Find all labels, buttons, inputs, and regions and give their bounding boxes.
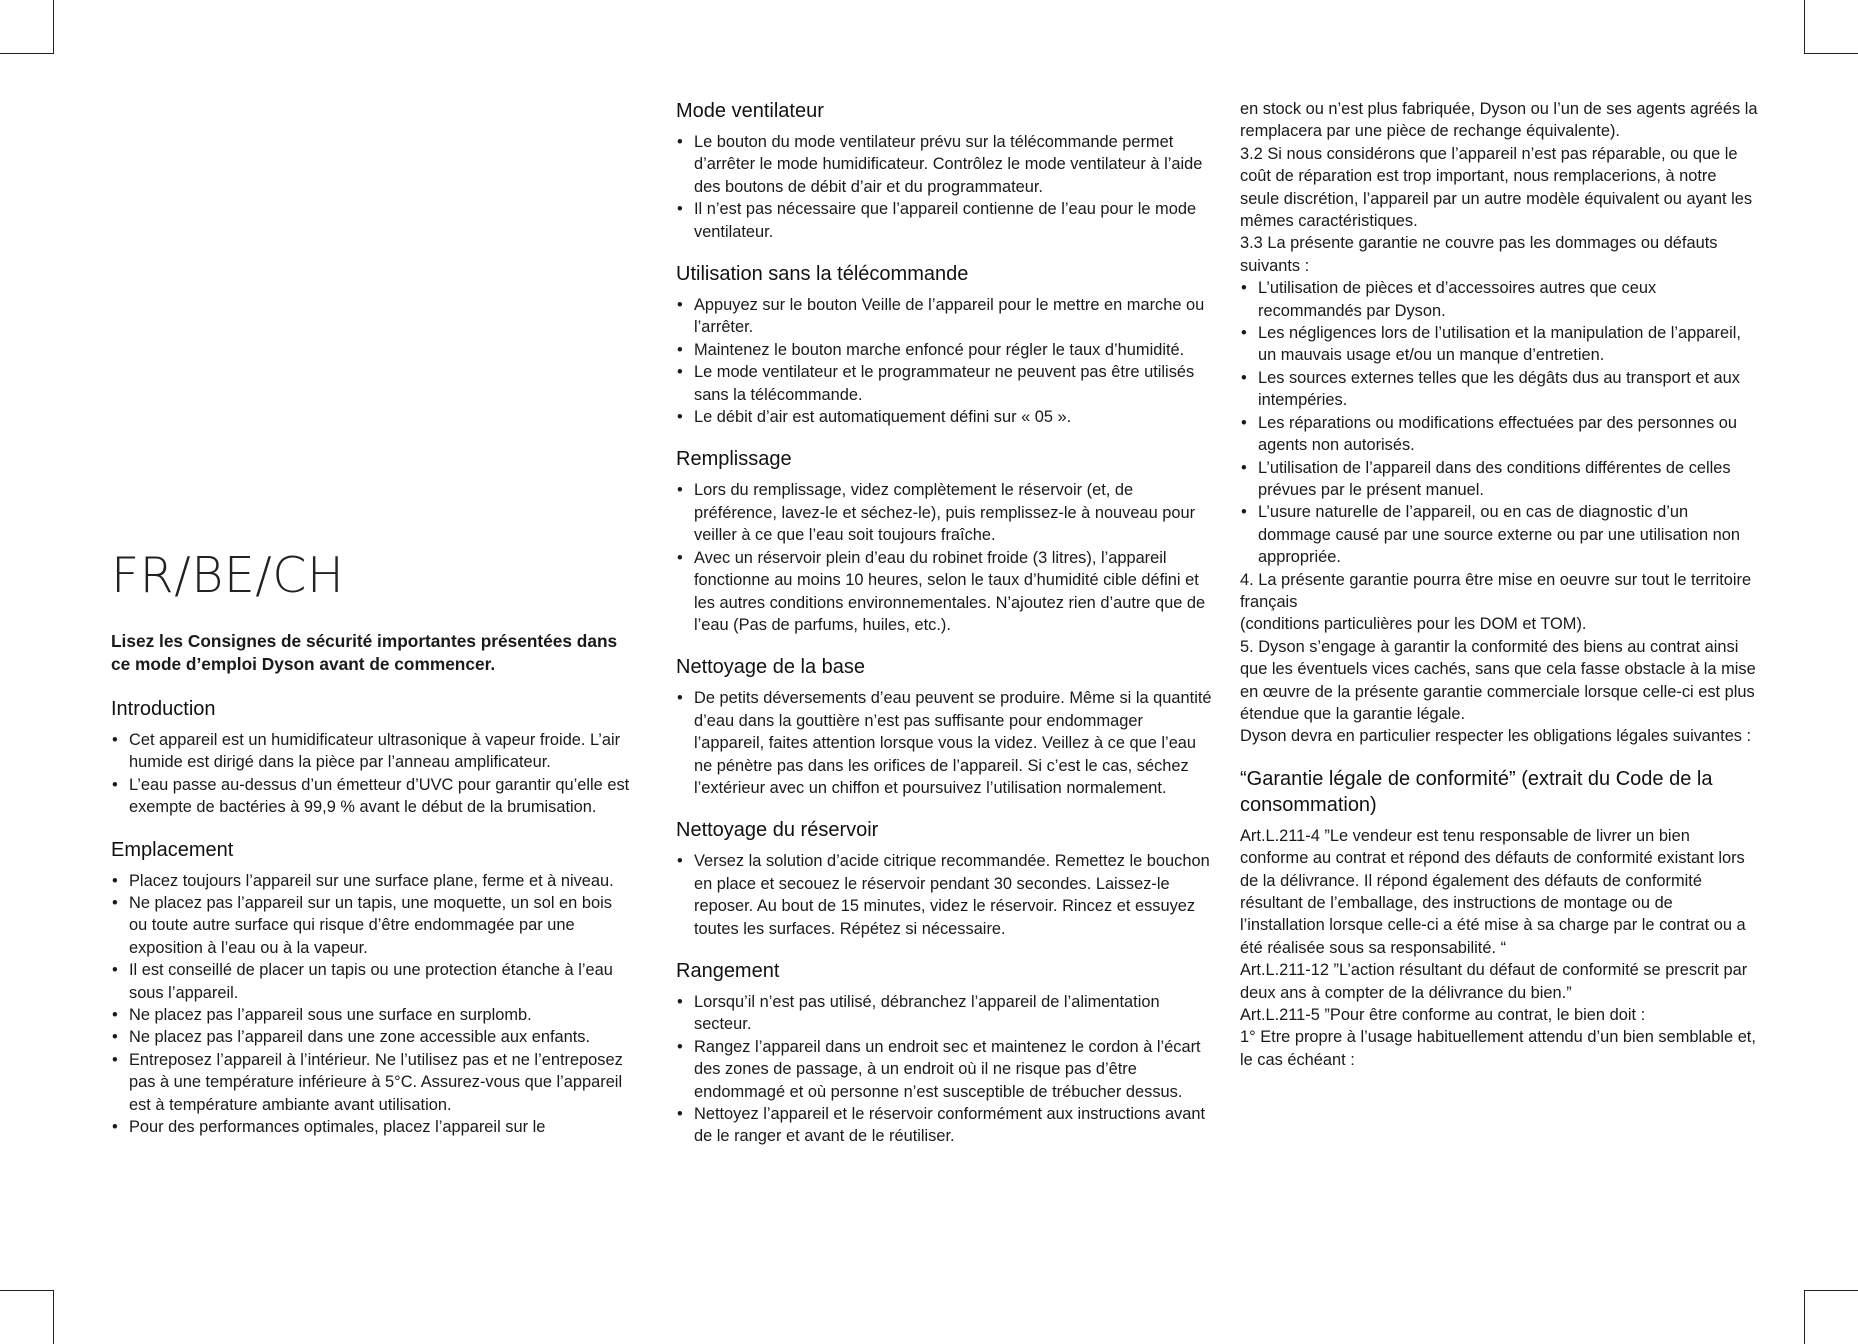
list-item: • Les réparations ou modifications effectuées par des personnes ou agents non autorisés. [1240,412,1758,457]
bullet-list [111,870,631,1139]
section-heading: Mode ventilateur [676,100,824,122]
list-item: • Avec un réservoir plein d’eau du robinet froide (3 litres), l’appareil fonctionne au moins 10 heures, selon le taux d’humidité cible défini et les autres conditions environnementales. N’ajoutez rien d’autre que de l’eau (Pas de parfums, huiles, etc.). [676,547,1216,637]
list-item: • Ne placez pas l’appareil dans une zone accessible aux enfants. [111,1026,631,1048]
list-item: • Rangez l’appareil dans un endroit sec et maintenez le cordon à l’écart des zones de passage, à un endroit où il ne risque pas d’être endommagé et où personne n’est susceptible de trébucher dessus. [676,1036,1216,1103]
paragraph: 3.2 Si nous considérons que l’appareil n’est pas réparable, ou que le coût de réparation est trop important, nous remplacerions, à notre seule discrétion, l’appareil par un autre modèle équivalent ou ayant les mêmes caractéristiques. [1240,144,1753,231]
paragraph: Dyson devra en particulier respecter les obligations légales suivantes : [1240,727,1752,746]
column-middle [676,98,1216,1166]
bullet-list [676,850,1216,940]
section-heading: Emplacement [111,838,234,861]
list-item: • Le bouton du mode ventilateur prévu sur la télécommande permet d’arrêter le mode humidificateur. Contrôlez le mode ventilateur à l’aide des boutons de débit d’air et du programmateur. [676,131,1216,198]
section-heading: Nettoyage du réservoir [676,819,879,842]
crop-mark [1804,0,1805,54]
list-item: • Lors du remplissage, videz complètement le réservoir (et, de préférence, lavez-le et séchez-le), puis remplissez-le à nouveau pour veiller à ce que l’eau soit toujours fraîche. [676,479,1216,546]
bullet-list [676,479,1216,636]
paragraph: en stock ou n’est plus fabriquée, Dyson ou l’un de ses agents agréés la remplacera par une pièce de rechange équivalente). [1240,100,1758,141]
section-heading: “Garantie légale de conformité” (extrait du Code de la consommation) [1240,767,1713,816]
bullet-list [676,131,1216,243]
list-item: • L’utilisation de pièces et d’accessoires autres que ceux recommandés par Dyson. [1240,277,1758,322]
crop-mark [0,53,54,54]
list-item: • Il est conseillé de placer un tapis ou une protection étanche à l’eau sous l’appareil. [111,959,631,1004]
section-heading: Rangement [676,959,780,982]
crop-mark [1804,1290,1858,1291]
section-mode-ventilateur [676,98,1216,243]
list-item: • Appuyez sur le bouton Veille de l’appareil pour le mettre en marche ou l’arrêter. [676,294,1216,339]
paragraph: Art.L.211-4 ”Le vendeur est tenu responsable de livrer un bien conforme au contrat et répond des défauts de conformité existant lors de la délivrance. Il répond également des défauts de conformité résultant de l’emballage, des instructions de montage ou de l’installation lorsque celle-ci a été mise à sa charge par le contrat ou a été réalisée sous sa responsabilité. “ [1240,826,1746,957]
page-title: FR/BE/CH [111,547,345,604]
paragraph: Art.L.211-5 ”Pour être conforme au contrat, le bien doit : [1240,1006,1646,1025]
crop-mark [1804,53,1858,54]
list-item: • Cet appareil est un humidificateur ultrasonique à vapeur froide. L’air humide est dirigé dans la pièce par l’anneau amplificateur. [111,729,631,774]
section-heading: Introduction [111,698,216,720]
list-item: • Versez la solution d’acide citrique recommandée. Remettez le bouchon en place et secouez le réservoir pendant 30 secondes. Laissez-le reposer. Au bout de 15 minutes, videz le réservoir. Rincez et essuyez toutes les surfaces. Répétez si nécessaire. [676,850,1216,940]
paragraph: 3.3 La présente garantie ne couvre pas les dommages ou défauts suivants : [1240,234,1718,275]
paragraph: 4. La présente garantie pourra être mise en oeuvre sur tout le territoire français [1240,570,1752,611]
column-right [1240,98,1758,1071]
list-item: • L’eau passe au-dessus d’un émetteur d’UVC pour garantir qu’elle est exempte de bactéries à 99,9 % avant le début de la brumisation. [111,774,631,819]
column-left [111,548,631,1157]
section-heading: Nettoyage de la base [676,656,866,679]
list-item: • L’utilisation de l’appareil dans des conditions différentes de celles prévues par le présent manuel. [1240,457,1758,502]
list-item: • Lorsqu’il n’est pas utilisé, débranchez l’appareil de l’alimentation secteur. [676,991,1216,1036]
section-emplacement [111,837,631,1139]
list-item: • Le débit d’air est automatiquement défini sur « 05 ». [676,406,1216,428]
list-item: • Nettoyez l’appareil et le réservoir conformément aux instructions avant de le ranger et avant de le réutiliser. [676,1103,1216,1148]
paragraph: 1° Etre propre à l’usage habituellement attendu d’un bien semblable et, le cas échéant : [1240,1028,1756,1069]
section-rangement [676,958,1216,1148]
section-heading: Utilisation sans la télécommande [676,263,969,286]
section-heading: Remplissage [676,448,792,471]
list-item: • Les négligences lors de l’utilisation et la manipulation de l’appareil, un mauvais usage et/ou un manque d’entretien. [1240,322,1758,367]
bullet-list [676,687,1216,799]
list-item: • Maintenez le bouton marche enfoncé pour régler le taux d’humidité. [676,339,1216,361]
crop-mark [53,0,54,54]
crop-mark [0,1290,54,1291]
bullet-list [111,729,631,819]
crop-mark [1804,1290,1805,1344]
bullet-list [676,294,1216,428]
list-item: • De petits déversements d’eau peuvent se produire. Même si la quantité d’eau dans la gouttière n’est pas suffisante pour endommager l’appareil, faites attention lorsque vous la videz. Veillez à ce que l’eau ne pénètre pas dans les orifices de l’appareil. Si c’est le cas, séchez l’extérieur avec un chiffon et poursuivez l’utilisation normalement. [676,687,1216,799]
list-item: • Placez toujours l’appareil sur une surface plane, ferme et à niveau. [111,870,631,892]
list-item: • L’usure naturelle de l’appareil, ou en cas de diagnostic d’un dommage causé par une source externe ou par une utilisation non appropriée. [1240,501,1758,568]
section-remplissage [676,446,1216,636]
section-sans-telecommande [676,261,1216,428]
section-nettoyage-base [676,654,1216,799]
paragraph: (conditions particulières pour les DOM et TOM). [1240,615,1587,634]
bullet-list [1240,277,1758,568]
list-item: • Entreposez l’appareil à l’intérieur. Ne l’utilisez pas et ne l’entreposez pas à une température inférieure à 5°C. Assurez-vous que l’appareil est à température ambiante avant utilisation. [111,1049,631,1116]
list-item: • Ne placez pas l’appareil sur un tapis, une moquette, un sol en bois ou toute autre surface qui risque d’être endommagée par une exposition à l’eau ou à la vapeur. [111,892,631,959]
list-item: • Ne placez pas l’appareil sous une surface en surplomb. [111,1004,631,1026]
paragraph: 5. Dyson s’engage à garantir la conformité des biens au contrat ainsi que les éventuels vices cachés, sans que cela fasse obstacle à la mise en œuvre de la présente garantie commerciale lorsque celle-ci est plus étendue que la garantie légale. [1240,637,1756,723]
safety-notice: Lisez les Consignes de sécurité importantes présentées dans ce mode d’emploi Dyson avant de commencer. [111,631,618,674]
list-item: • Il n’est pas nécessaire que l’appareil contienne de l’eau pour le mode ventilateur. [676,198,1216,243]
list-item: • Les sources externes telles que les dégâts dus au transport et aux intempéries. [1240,367,1758,412]
crop-mark [53,1290,54,1344]
paragraph: Art.L.211-12 ”L’action résultant du défaut de conformité se prescrit par deux ans à compter de la délivrance du bien.” [1240,961,1748,1002]
list-item: • Le mode ventilateur et le programmateur ne peuvent pas être utilisés sans la télécommande. [676,361,1216,406]
bullet-list [676,991,1216,1148]
section-introduction [111,696,631,819]
section-nettoyage-reservoir [676,817,1216,940]
list-item: • Pour des performances optimales, placez l’appareil sur le [111,1116,631,1138]
